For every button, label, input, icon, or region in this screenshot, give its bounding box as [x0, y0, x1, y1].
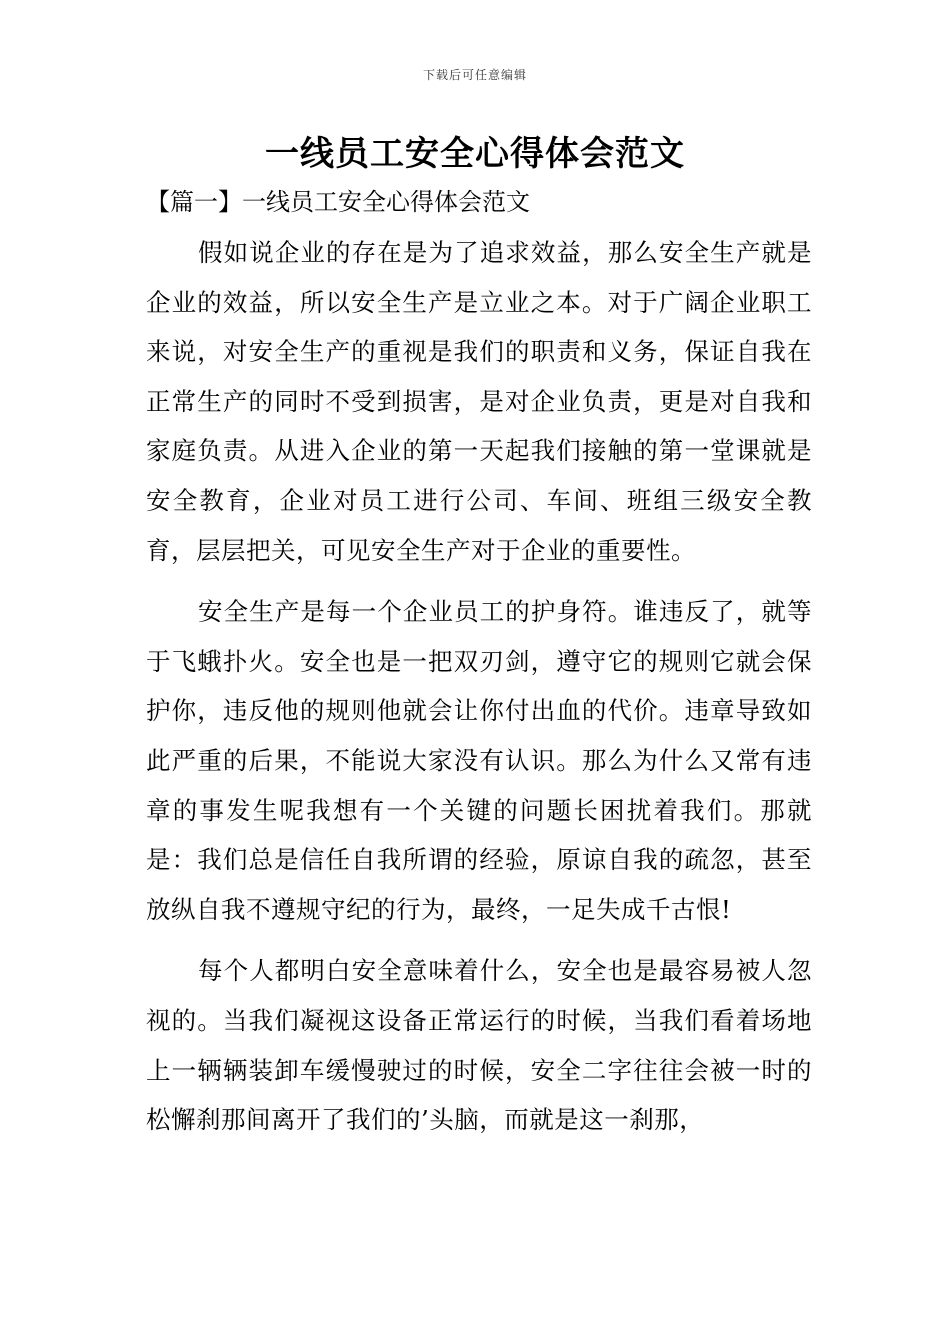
paragraph-1: 假如说企业的存在是为了追求效益，那么安全生产就是企业的效益，所以安全生产是立业之本。对于广阔企业职工来说，对安全生产的重视是我们的职责和义务，保证自我在正常生产的同时不受到损害，是对企业负责，更是对自我和家庭负责。从进入企业的第一天起我们接触的第一堂课就是安全教育，企业对员工进行公司、车间、班组三级安全教育，层层把关，可见安全生产对于企业的重要性。	[146, 238, 812, 565]
header-note: 下载后可任意编辑	[422, 68, 527, 82]
section-heading: 【篇一】一线员工安全心得体会范文	[146, 188, 530, 216]
document-title: 一线员工安全心得体会范文	[265, 134, 685, 174]
paragraph-2: 安全生产是每一个企业员工的护身符。谁违反了，就等于飞蛾扑火。安全也是一把双刃剑，遵守它的规则它就会保护你，违反他的规则他就会让你付出血的代价。违章导致如此严重的后果，不能说大家没有认识。那么为什么又常有违章的事发生呢我想有一个关键的问题长困扰着我们。那就是：我们总是信任自我所谓的经验，原谅自我的疏忽，甚至放纵自我不遵规守纪的行为，最终，一足失成千古恨!	[146, 597, 812, 924]
paragraph-3: 每个人都明白安全意味着什么，安全也是最容易被人忽视的。当我们凝视这设备正常运行的时候，当我们看着场地上一辆辆装卸车缓慢驶过的时候，安全二字往往会被一时的松懈刹那间离开了我们的’头脑，而就是这一刹那，	[146, 956, 812, 1135]
body-text	[146, 228, 812, 1157]
